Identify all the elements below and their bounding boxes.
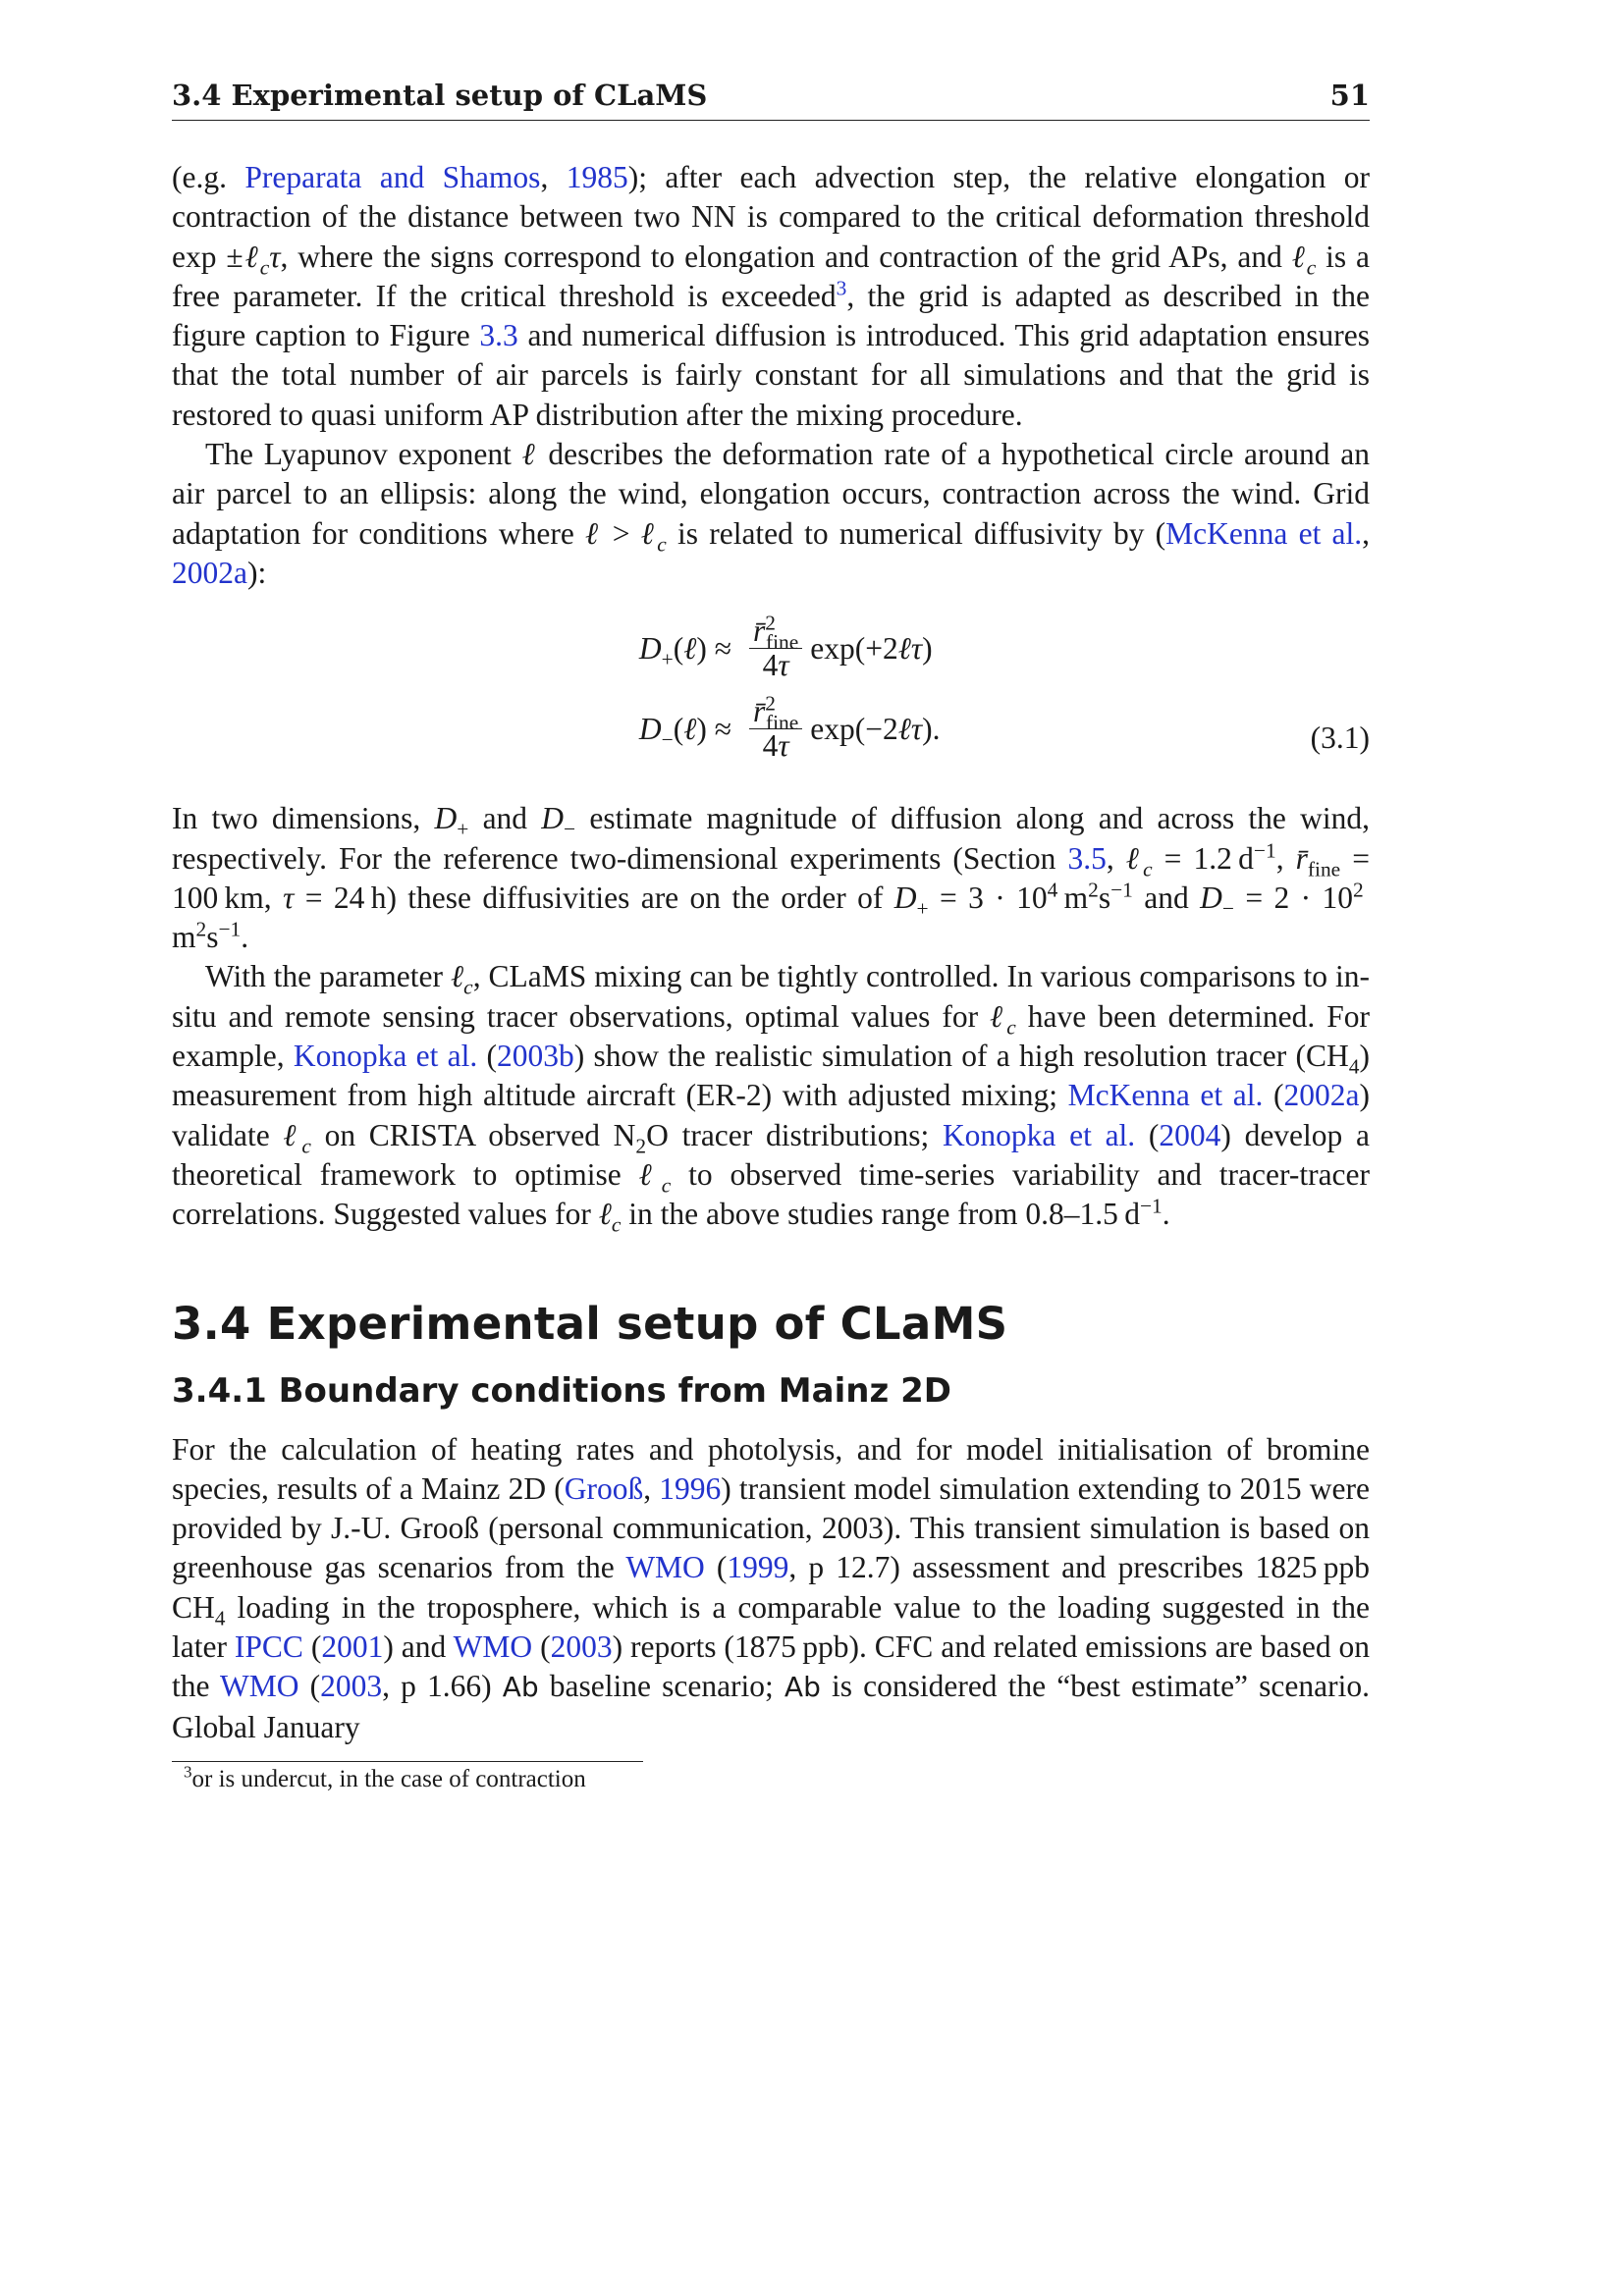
cite-konopka-2-link[interactable]: Konopka et al. [942, 1117, 1136, 1152]
equation-line-plus: $D_+(\ell)$ ≈ $\frac{r̄^2_{fine}}{4\tau}$ exp(+2ℓτ) [638, 611, 933, 683]
cite-2002a-2-link[interactable]: 2002a [1283, 1078, 1360, 1113]
paragraph-3: In two dimensions, $D_+$ and $D_-$ estimate magnitude of diffusion along and across the wind, respectively. For the reference two-dimensional experiments (Section 3.5, ℓ$_c$ = 1.2 $d^{-1}$, $r̄_{fine} = 100$ km, τ = 24 h) these diffusivities are on the order of $D_+ = 3 \cdot 10^4$ $m^2s^{-1}$ and $D_- = 2 \cdot 10^2$ $m^2s^{-1}$. [172, 801, 1371, 955]
cite-2004-link[interactable]: 2004 [1159, 1117, 1221, 1152]
footnote [172, 1762, 1370, 1793]
cite-mckenna-2-link[interactable]: McKenna et al. [1067, 1078, 1264, 1113]
body-text [172, 158, 1370, 593]
cite-grooss-link[interactable]: Grooß [564, 1470, 644, 1506]
footnote-rule [172, 1761, 643, 1762]
cite-1999-link[interactable]: 1999 [727, 1550, 789, 1585]
cite-konopka-link[interactable]: Konopka et al. [293, 1039, 478, 1074]
footnote-mark: 3 [184, 1762, 192, 1782]
cite-mckenna-link[interactable]: McKenna et al. [1165, 515, 1363, 551]
cite-2002a-link[interactable]: 2002a [172, 555, 247, 590]
cite-wmo-3-link[interactable]: WMO [220, 1669, 299, 1704]
page [172, 79, 1370, 1793]
equation-number: (3.1) [1310, 721, 1370, 756]
equation-3-1 [172, 611, 1370, 781]
footnote-text: or is undercut, in the case of contraction [191, 1765, 586, 1792]
body-text-2 [172, 799, 1371, 1237]
subsection-title: 3.4.1 Boundary conditions from Mainz 2D [172, 1370, 951, 1411]
cite-wmo-2-link[interactable]: WMO [453, 1629, 533, 1665]
figure-3-3-link[interactable]: 3.3 [479, 318, 518, 353]
running-header [172, 79, 1370, 121]
section-title: 3.4 Experimental setup of CLaMS [172, 1297, 1008, 1350]
scenario-label-2: Ab [784, 1671, 821, 1704]
page-number: 51 [1329, 79, 1370, 112]
body-text-3 [172, 1430, 1370, 1747]
cite-2003b-link[interactable]: 2003b [497, 1039, 574, 1074]
running-title: 3.4 Experimental setup of CLaMS [172, 79, 708, 112]
cite-2003-link[interactable]: 2003 [550, 1629, 613, 1665]
cite-1985-link[interactable]: 1985 [566, 160, 628, 194]
footnote-ref-link[interactable]: 3 [836, 276, 847, 300]
paragraph-2: The Lyapunov exponent ℓ describes the deformation rate of a hypothetical circle around an air parcel to an ellipsis: along the wind, elongation occurs, contraction across the wind. Grid adaptation for conditions where ℓ > ℓ$_c$ is related to numerical diffusivity by (McKenna et al., 2002a): [172, 437, 1371, 590]
cite-wmo-link[interactable]: WMO [625, 1550, 705, 1585]
cite-1996-link[interactable]: 1996 [659, 1470, 722, 1506]
cite-2001-link[interactable]: 2001 [321, 1629, 384, 1665]
equation-line-minus: $D_-(\ell)$ ≈ $\frac{r̄^2_{fine}}{4\tau}$ exp(−2ℓτ). [638, 691, 941, 764]
scenario-label: Ab [502, 1671, 539, 1704]
section-3-5-link[interactable]: 3.5 [1067, 840, 1107, 876]
cite-ipcc-link[interactable]: IPCC [234, 1629, 303, 1665]
cite-2003-2-link[interactable]: 2003 [320, 1669, 383, 1704]
cite-preparata-link[interactable]: Preparata and Shamos [244, 160, 541, 194]
paragraph-1: (e.g. Preparata and Shamos, 1985); after each advection step, the relative elongation or contraction of the distance between two NN is compared to the critical deformation threshold exp ±ℓ$_c$τ, where the signs correspond to elongation and contraction of the grid APs, and ℓ$_c$ is a free parameter. If the critical threshold is exceeded$^3$, the grid is adapted as described in the figure caption to Figure 3.3 and numerical diffusion is introduced. This grid adaptation ensures that the total number of air parcels is fairly constant for all simulations and that the grid is restored to quasi uniform AP distribution after the mixing procedure. [172, 160, 1371, 432]
paragraph-5: For the calculation of heating rates and photolysis, and for model initialisation of bromine species, results of a Mainz 2D (Grooß, 1996) transient model simulation extending to 2015 were provided by J.-U. Grooß (personal communication, 2003). This transient simulation is based on greenhouse gas scenarios from the WMO (1999, p 12.7) assessment and prescribes 1825 ppb $CH_4$ loading in the troposphere, which is a comparable value to the loading suggested in the later IPCC (2001) and WMO (2003) reports (1875 ppb). CFC and related emissions are based on the WMO (2003, p 1.66) Ab baseline scenario; Ab is considered the “best estimate” scenario. Global January [172, 1431, 1371, 1744]
paragraph-4: With the parameter ℓ$_c$, CLaMS mixing can be tightly controlled. In various comparisons to in-situ and remote sensing tracer observations, optimal values for ℓ$_c$ have been determined. For example, Konopka et al. (2003b) show the realistic simulation of a high resolution tracer $(CH_4)$ measurement from high altitude aircraft (ER-2) with adjusted mixing; McKenna et al. (2002a) validate ℓ$_c$ on CRISTA observed $N_2O$ tracer distributions; Konopka et al. (2004) develop a theoretical framework to optimise ℓ$_c$ to observed time-series variability and tracer-tracer correlations. Suggested values for ℓ$_c$ in the above studies range from 0.8–1.5 $d^{-1}$. [172, 959, 1371, 1237]
